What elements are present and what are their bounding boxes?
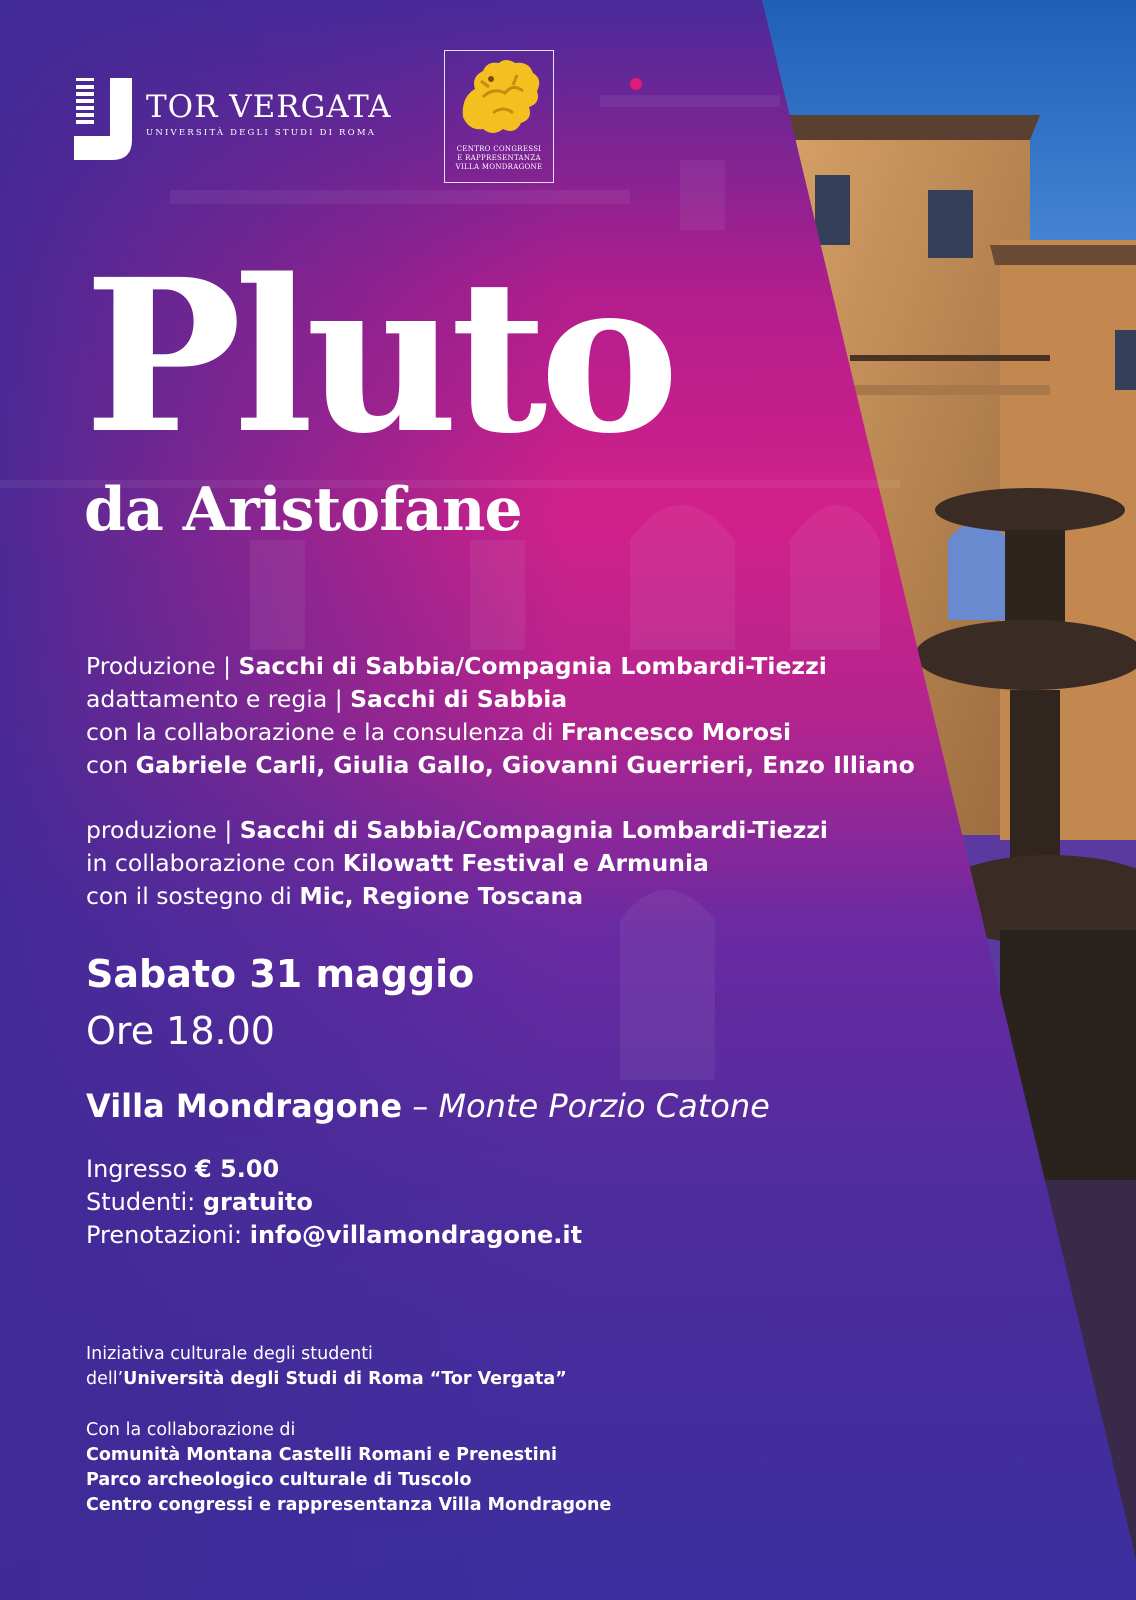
credit-value: Sacchi di Sabbia bbox=[350, 685, 568, 713]
footer-prefix: dell’ bbox=[86, 1369, 124, 1389]
caption-line-2: E RAPPRESENTANZA bbox=[457, 154, 541, 162]
credit-value: Kilowatt Festival e Armunia bbox=[342, 849, 709, 877]
footer-credits bbox=[86, 1342, 611, 1518]
ingresso-label: Ingresso bbox=[86, 1155, 195, 1183]
credit-label: in collaborazione con bbox=[86, 849, 343, 877]
credit-value: Gabriele Carli, Giulia Gallo, Giovanni Guerrieri, Enzo Illiano bbox=[135, 751, 915, 779]
credit-line bbox=[86, 814, 915, 847]
credit-line bbox=[86, 716, 915, 749]
credit-label: con il sostegno di bbox=[86, 882, 300, 910]
caption-line-3: VILLA MONDRAGONE bbox=[455, 163, 543, 171]
credit-line bbox=[86, 847, 915, 880]
caption-line-1: CENTRO CONGRESSI bbox=[456, 145, 542, 153]
credit-value: Sacchi di Sabbia/Compagnia Lombardi-Tiezzi bbox=[239, 816, 828, 844]
credit-line bbox=[86, 880, 915, 913]
ingresso-price: € 5.00 bbox=[194, 1155, 280, 1183]
partner-name: Comunità Montana Castelli Romani e Prenestini bbox=[86, 1445, 558, 1465]
tor-vergata-mark-icon bbox=[74, 78, 132, 160]
footer-line: Iniziativa culturale degli studenti bbox=[86, 1344, 373, 1364]
prenotazioni-line bbox=[86, 1219, 582, 1252]
studenti-label: Studenti: bbox=[86, 1188, 203, 1216]
venue-separator: – bbox=[402, 1087, 439, 1125]
credit-label: adattamento e regia | bbox=[86, 685, 351, 713]
studenti-line bbox=[86, 1186, 582, 1219]
dragon-icon bbox=[445, 57, 553, 143]
tor-vergata-subtitle: UNIVERSITÀ DEGLI STUDI DI ROMA bbox=[146, 128, 377, 138]
ticket-info bbox=[86, 1153, 582, 1252]
credit-line bbox=[86, 650, 915, 683]
credit-line bbox=[86, 749, 915, 782]
credit-line bbox=[86, 683, 915, 716]
villa-mondragone-caption bbox=[445, 145, 553, 172]
tor-vergata-name: TOR VERGATA bbox=[146, 89, 392, 125]
event-time: Ore 18.00 bbox=[86, 1009, 275, 1053]
credit-label: con la collaborazione e la consulenza di bbox=[86, 718, 561, 746]
show-title: Pluto bbox=[84, 233, 672, 480]
studenti-price: gratuito bbox=[202, 1188, 313, 1216]
partner-name: Parco archeologico culturale di Tuscolo bbox=[86, 1470, 472, 1490]
tor-vergata-logo bbox=[74, 78, 391, 160]
venue-name: Villa Mondragone bbox=[86, 1087, 403, 1125]
credits bbox=[86, 650, 915, 913]
booking-email: info@villamondragone.it bbox=[249, 1221, 583, 1249]
credit-label: con bbox=[86, 751, 136, 779]
credit-value: Sacchi di Sabbia/Compagnia Lombardi-Tiezzi bbox=[238, 652, 827, 680]
credit-label: produzione | bbox=[86, 816, 240, 844]
ingresso-line bbox=[86, 1153, 582, 1186]
villa-mondragone-logo bbox=[444, 50, 554, 183]
event-venue bbox=[86, 1087, 770, 1125]
venue-location: Monte Porzio Catone bbox=[438, 1087, 770, 1125]
credit-value: Francesco Morosi bbox=[560, 718, 792, 746]
footer-line: Con la collaborazione di bbox=[86, 1420, 296, 1440]
credit-label: Produzione | bbox=[86, 652, 239, 680]
university-name: Università degli Studi di Roma “Tor Vergata” bbox=[123, 1369, 567, 1389]
show-subtitle: da Aristofane bbox=[84, 475, 522, 545]
partner-name: Centro congressi e rappresentanza Villa Mondragone bbox=[86, 1495, 612, 1515]
credit-value: Mic, Regione Toscana bbox=[299, 882, 584, 910]
footer-line bbox=[86, 1367, 611, 1392]
event-date: Sabato 31 maggio bbox=[86, 952, 475, 996]
prenotazioni-label: Prenotazioni: bbox=[86, 1221, 250, 1249]
